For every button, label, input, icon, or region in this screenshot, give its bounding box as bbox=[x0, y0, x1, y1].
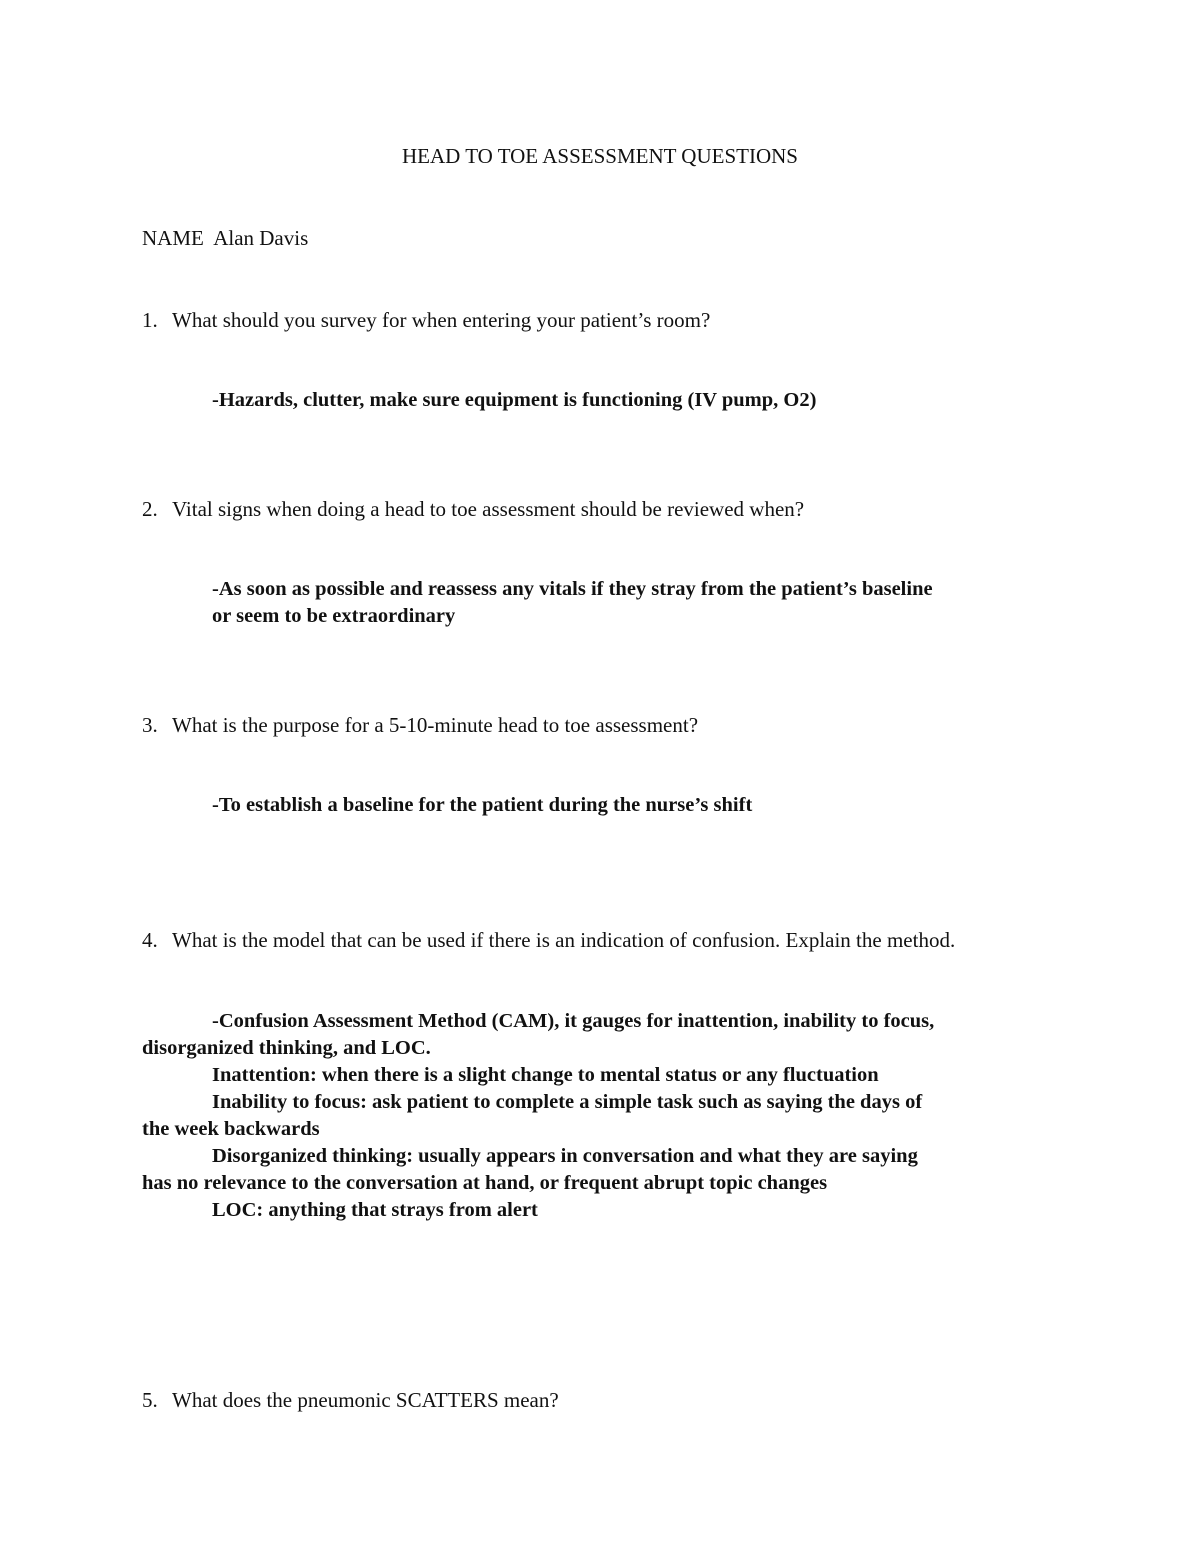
question-1-text: What should you survey for when entering your patient’s room? bbox=[172, 308, 711, 332]
answer-4-line-7: has no relevance to the conversation at hand, or frequent abrupt topic changes bbox=[142, 1172, 828, 1194]
answer-4-line-4: Inability to focus: ask patient to complete a simple task such as saying the days of bbox=[212, 1091, 923, 1113]
question-4-text: What is the model that can be used if there is an indication of confusion. Explain the method. bbox=[172, 928, 956, 952]
question-3-number: 3. bbox=[142, 713, 158, 737]
name-field bbox=[142, 225, 308, 252]
answer-2-line-1: -As soon as possible and reassess any vitals if they stray from the patient’s baseline bbox=[212, 578, 933, 600]
answer-4-line-8: LOC: anything that strays from alert bbox=[212, 1199, 538, 1221]
question-5-number: 5. bbox=[142, 1388, 158, 1412]
answer-1-line-1: -Hazards, clutter, make sure equipment is functioning (IV pump, O2) bbox=[212, 389, 817, 411]
answer-4-line-5: the week backwards bbox=[142, 1118, 320, 1140]
name-label: NAME bbox=[142, 226, 204, 250]
answer-4-line-2: disorganized thinking, and LOC. bbox=[142, 1037, 431, 1059]
answer-4-line-1: -Confusion Assessment Method (CAM), it gauges for inattention, inability to focus, bbox=[212, 1010, 935, 1032]
question-3-text: What is the purpose for a 5-10-minute head to toe assessment? bbox=[172, 713, 699, 737]
answer-2-line-2: or seem to be extraordinary bbox=[212, 605, 456, 627]
question-2-number: 2. bbox=[142, 497, 158, 521]
question-2-text: Vital signs when doing a head to toe assessment should be reviewed when? bbox=[172, 497, 805, 521]
answer-3-line-1: -To establish a baseline for the patient during the nurse’s shift bbox=[212, 794, 753, 816]
question-4-number: 4. bbox=[142, 928, 158, 952]
answer-4-line-6: Disorganized thinking: usually appears in conversation and what they are saying bbox=[212, 1145, 918, 1167]
question-1-number: 1. bbox=[142, 308, 158, 332]
document-title: HEAD TO TOE ASSESSMENT QUESTIONS bbox=[402, 144, 798, 168]
answer-4-line-3: Inattention: when there is a slight change to mental status or any fluctuation bbox=[212, 1064, 879, 1086]
question-5-text: What does the pneumonic SCATTERS mean? bbox=[172, 1388, 559, 1412]
name-value: Alan Davis bbox=[213, 226, 309, 250]
